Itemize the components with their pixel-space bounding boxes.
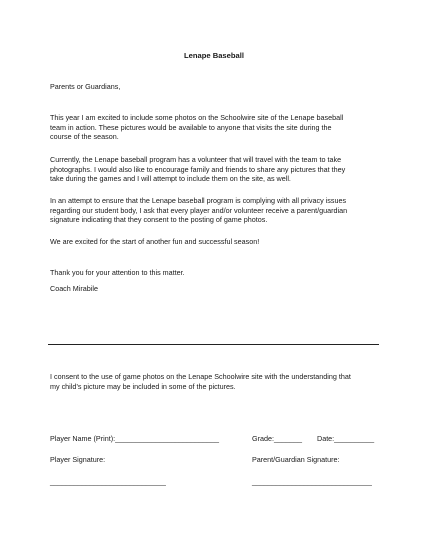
parent-signature-line[interactable]: ______________________________ (252, 477, 372, 486)
parent-signature-label: Parent/Guardian Signature: (252, 455, 340, 464)
paragraph-line: regarding our student body, I ask that every player and/or volunteer receive a parent/guardian (50, 205, 348, 215)
paragraph-line: In an attempt to ensure that the Lenape baseball program is complying with all privacy issues (50, 196, 347, 205)
paragraph-line: I consent to the use of game photos on the Lenape Schoolwire site with the understanding that (50, 372, 351, 381)
signature-name: Coach Mirabile (50, 284, 98, 293)
paragraph-line: Currently, the Lenape baseball program has a volunteer that will travel with the team to take (50, 155, 342, 164)
paragraph-line: course of the season. (50, 132, 119, 142)
paragraph-line: team in action. These pictures would be available to anyone that visits the site during the (50, 122, 332, 132)
letter-title: Lenape Baseball (184, 51, 244, 60)
section-divider (48, 344, 379, 345)
player-signature-line[interactable]: _____________________________ (50, 477, 166, 486)
paragraph-season: We are excited for the start of another fun and successful season! (50, 237, 260, 246)
consent-statement (50, 372, 382, 391)
paragraph-line: take during the games and I will attempt to include them on the site, as well. (50, 174, 291, 184)
date-field[interactable]: Date:__________ (317, 434, 375, 443)
player-signature-label: Player Signature: (50, 455, 106, 464)
paragraph-line: This year I am excited to include some photos on the Schoolwire site of the Lenape baseball (50, 113, 344, 122)
paragraph-line: my child’s picture may be included in some of the pictures. (50, 381, 236, 391)
grade-field[interactable]: Grade:_______ (252, 434, 302, 443)
paragraph-line: photographs. I would also like to encourage family and friends to share any pictures that they (50, 164, 346, 174)
salutation: Parents or Guardians, (50, 82, 121, 91)
closing-line: Thank you for your attention to this matter. (50, 268, 185, 277)
player-name-field[interactable]: Player Name (Print):__________________________ (50, 434, 220, 443)
paragraph-photos-intro (50, 113, 382, 142)
paragraph-line: signature indicating that they consent to the posting of game photos. (50, 215, 268, 225)
paragraph-volunteer (50, 155, 382, 184)
paragraph-privacy (50, 196, 382, 225)
